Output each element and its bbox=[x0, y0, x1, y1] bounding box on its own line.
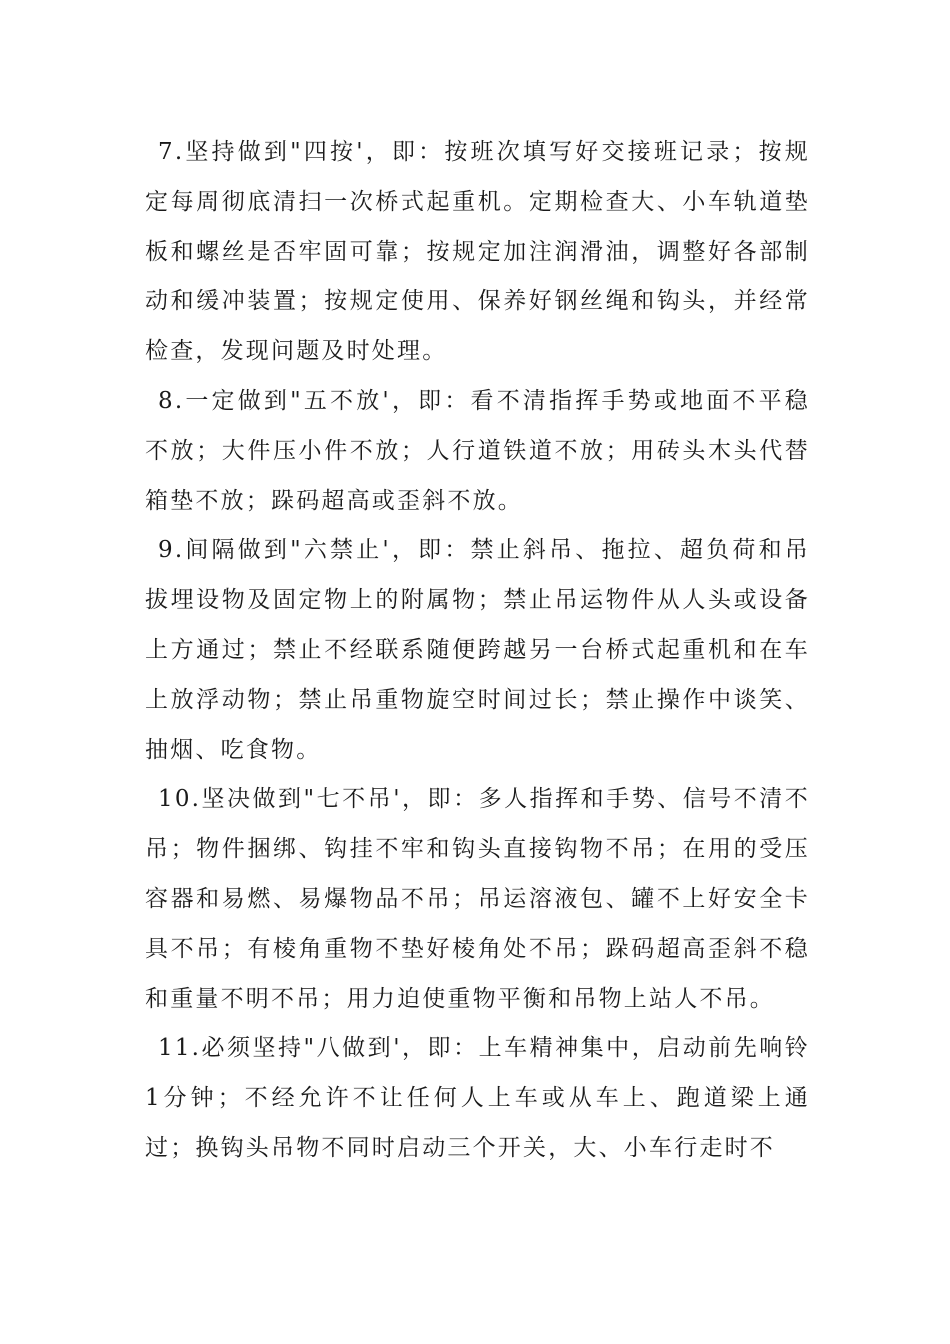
document-body bbox=[145, 128, 810, 1174]
paragraph-item-9: 9.间隔做到"六禁止'，即：禁止斜吊、拖拉、超负荷和吊拔埋设物及固定物上的附属物；禁止吊运物件从人头或设备上方通过；禁止不经联系随便跨越另一台桥式起重机和在车上放浮动物；禁止吊重物旋空时间过长；禁止操作中谈笑、抽烟、吃食物。 bbox=[145, 537, 810, 763]
paragraph-item-8: 8.一定做到"五不放'，即：看不清指挥手势或地面不平稳不放；大件压小件不放；人行道铁道不放；用砖头木头代替箱垫不放；跺码超高或歪斜不放。 bbox=[145, 387, 810, 514]
paragraph-item-10: 10.坚决做到"七不吊'，即：多人指挥和手势、信号不清不吊；物件捆绑、钩挂不牢和钩头直接钩物不吊；在用的受压容器和易燃、易爆物品不吊；吊运溶液包、罐不上好安全卡具不吊；有棱角重物不垫好棱角处不吊；跺码超高歪斜不稳和重量不明不吊；用力迫使重物平衡和吊物上站人不吊。 bbox=[145, 786, 810, 1012]
paragraph-item-11: 11.必须坚持"八做到'，即：上车精神集中，启动前先响铃1分钟；不经允许不让任何人上车或从车上、跑道梁上通过；换钩头吊物不同时启动三个开关，大、小车行走时不 bbox=[145, 1035, 810, 1161]
paragraph-item-7: 7.坚持做到"四按'，即：按班次填写好交接班记录；按规定每周彻底清扫一次桥式起重机。定期检查大、小车轨道垫板和螺丝是否牢固可靠；按规定加注润滑油，调整好各部制动和缓冲装置；按规定使用、保养好钢丝绳和钩头，并经常检查，发现问题及时处理。 bbox=[145, 139, 810, 365]
